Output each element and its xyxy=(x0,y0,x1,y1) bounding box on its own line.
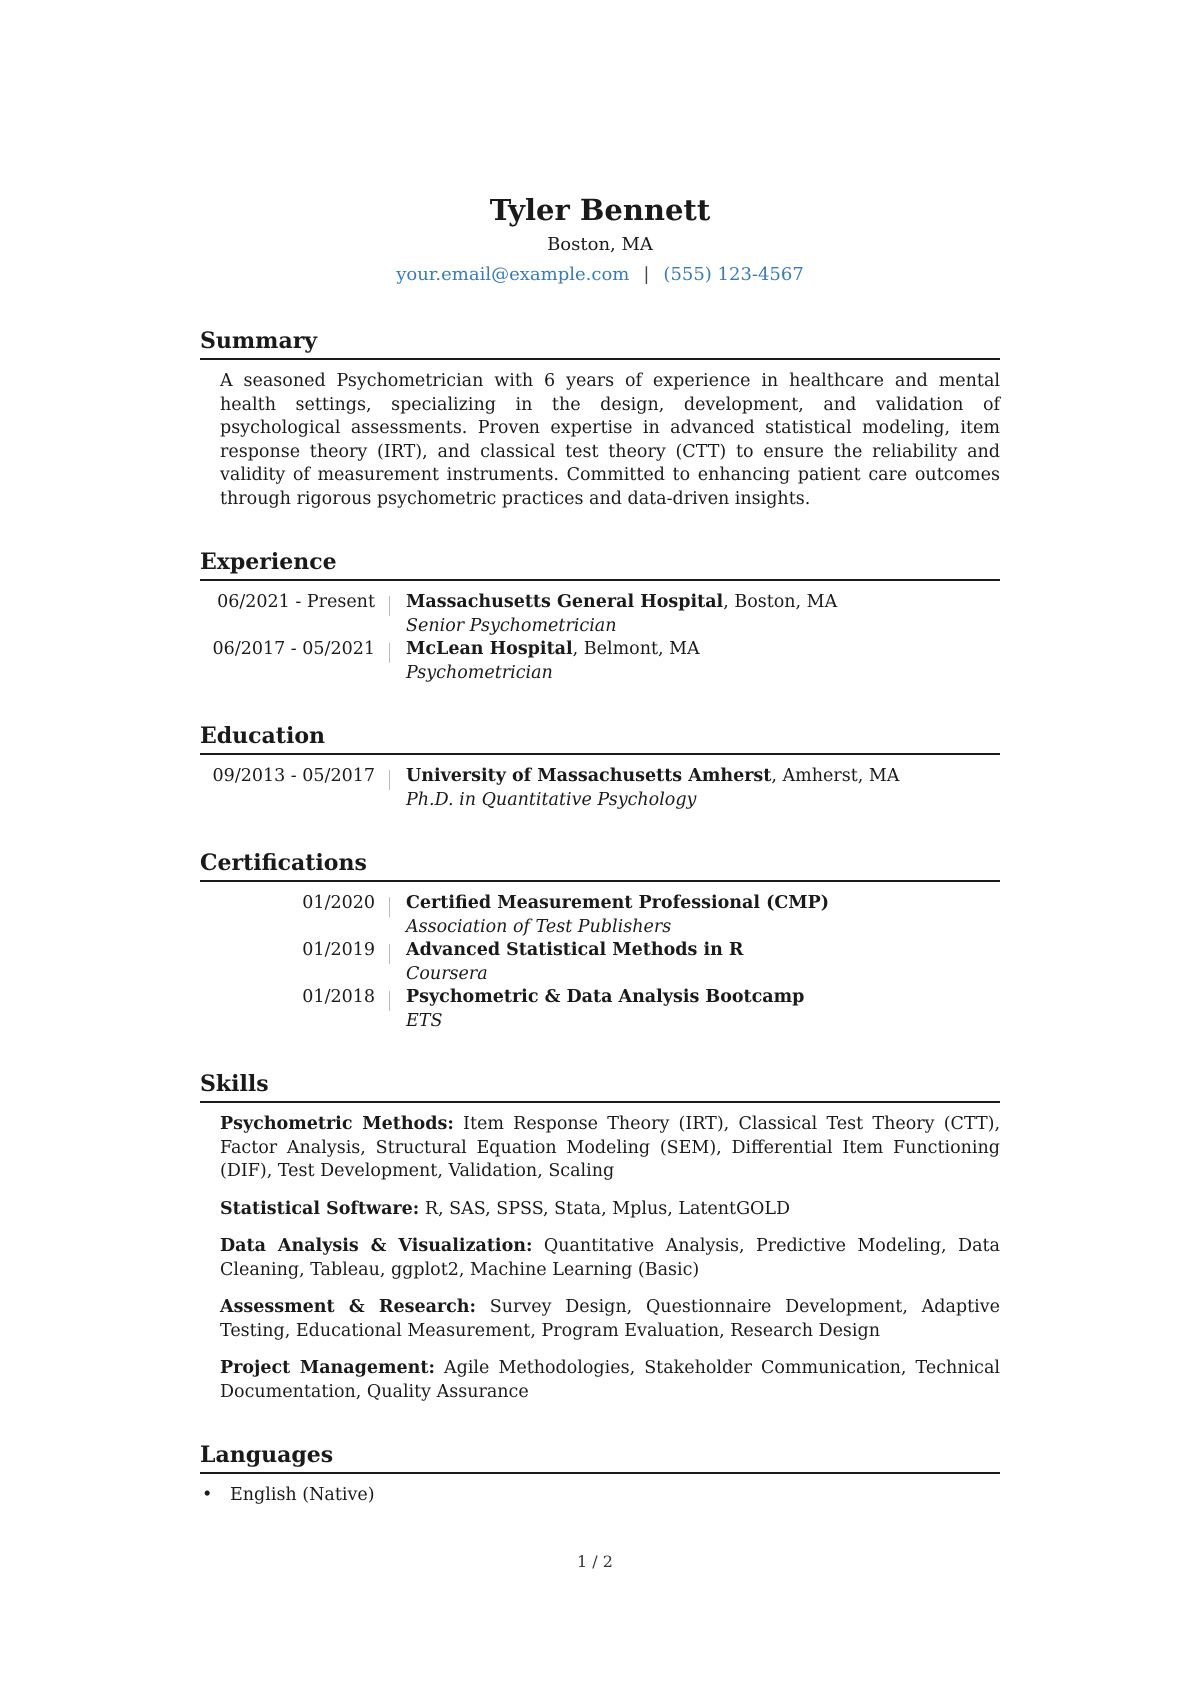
certification-entry xyxy=(200,892,1000,939)
entry-divider xyxy=(389,944,390,964)
entry-divider xyxy=(389,991,390,1011)
entry-role: Senior Psychometrician xyxy=(406,615,617,636)
skill-group xyxy=(220,1357,1000,1404)
email-link[interactable]: your.email@example.com xyxy=(396,264,630,285)
certification-entry xyxy=(200,939,1000,986)
certification-issuer: Coursera xyxy=(406,963,488,984)
education-entry xyxy=(200,765,1000,812)
certification-entry xyxy=(200,986,1000,1033)
entry-location: , Boston, MA xyxy=(723,592,838,612)
section-title-languages: Languages xyxy=(200,1440,1000,1474)
page-number: 1 / 2 xyxy=(577,1552,613,1571)
entry-date: 01/2020 xyxy=(302,893,375,913)
section-title-experience: Experience xyxy=(200,547,1000,581)
language-list xyxy=(200,1484,1000,1508)
skill-label: Project Management: xyxy=(220,1358,435,1378)
entry-date: 06/2017 - 05/2021 xyxy=(212,639,375,659)
entry-date: 09/2013 - 05/2017 xyxy=(212,766,375,786)
skill-label: Assessment & Research: xyxy=(220,1297,476,1317)
entry-organization: Massachusetts General Hospital xyxy=(406,592,724,612)
certification-name: Advanced Statistical Methods in R xyxy=(406,940,744,960)
skill-label: Psychometric Methods: xyxy=(220,1114,454,1134)
languages-section xyxy=(200,1440,1000,1508)
bullet-icon: • xyxy=(202,1485,213,1505)
skill-text: Item Response Theory (IRT), Classical Test Theory (CTT), Factor Analysis, Structural Equation Modeling (SEM), Differential Item Functioning (DIF), Test Development, Validation, Scaling xyxy=(220,1114,1001,1181)
skill-label: Statistical Software: xyxy=(220,1198,420,1219)
section-title-skills: Skills xyxy=(200,1069,1000,1103)
candidate-name: Tyler Bennett xyxy=(489,193,711,227)
summary-text: A seasoned Psychometrician with 6 years of experience in healthcare and mental health settings, specializing in the design, development, and validation of psychological assessments. Proven expertise in advanced statistical modeling, item response theory (IRT), and classical test theory (CTT) to ensure the reliability and validity of measurement instruments. Committed to enhancing patient care outcomes through rigorous psychometric practices and data-driven insights. xyxy=(220,371,1000,509)
certification-name: Psychometric & Data Analysis Bootcamp xyxy=(406,987,805,1007)
skills-section xyxy=(200,1069,1000,1404)
entry-divider xyxy=(389,770,390,790)
skill-text: R, SAS, SPSS, Stata, Mplus, LatentGOLD xyxy=(419,1198,791,1219)
experience-section xyxy=(200,547,1000,685)
skill-group xyxy=(220,1235,1000,1282)
skill-text: Survey Design, Questionnaire Development, Adaptive Testing, Educational Measurement, Program Evaluation, Research Design xyxy=(220,1297,1000,1341)
skill-group xyxy=(220,1113,1000,1184)
entry-date: 06/2021 - Present xyxy=(217,592,375,612)
section-title-education: Education xyxy=(200,721,1000,755)
entry-divider xyxy=(389,596,390,616)
resume-header xyxy=(200,190,1000,288)
resume-page xyxy=(200,190,1000,1508)
list-item xyxy=(200,1484,1000,1508)
skill-text: Quantitative Analysis, Predictive Modeling, Data Cleaning, Tableau, ggplot2, Machine Learning (Basic) xyxy=(220,1236,1000,1280)
summary-section xyxy=(200,326,1000,511)
entry-divider xyxy=(389,643,390,663)
certification-issuer: ETS xyxy=(406,1010,443,1031)
skill-group xyxy=(220,1296,1000,1343)
certification-name: Certified Measurement Professional (CMP) xyxy=(406,893,830,913)
language-name: English (Native) xyxy=(230,1485,375,1505)
entry-organization: University of Massachusetts Amherst xyxy=(406,766,772,786)
certification-issuer: Association of Test Publishers xyxy=(406,916,672,937)
entry-date: 01/2019 xyxy=(302,940,375,960)
contact-separator: | xyxy=(643,264,650,285)
entry-role: Psychometrician xyxy=(406,662,553,683)
entry-divider xyxy=(389,897,390,917)
entry-location: , Amherst, MA xyxy=(771,766,900,786)
education-section xyxy=(200,721,1000,812)
entry-location: , Belmont, MA xyxy=(572,639,700,659)
contact-line xyxy=(200,262,1000,288)
section-title-summary: Summary xyxy=(200,326,1000,360)
skill-text: Agile Methodologies, Stakeholder Communication, Technical Documentation, Quality Assurance xyxy=(220,1358,1000,1402)
entry-date: 01/2018 xyxy=(302,987,375,1007)
certifications-section xyxy=(200,848,1000,1033)
candidate-location: Boston, MA xyxy=(547,234,653,255)
entry-organization: McLean Hospital xyxy=(406,639,573,659)
experience-entry xyxy=(200,638,1000,685)
section-title-certifications: Certifications xyxy=(200,848,1000,882)
skill-label: Data Analysis & Visualization: xyxy=(220,1236,533,1256)
skill-group xyxy=(220,1198,1000,1222)
experience-entry xyxy=(200,591,1000,638)
phone-link[interactable]: (555) 123-4567 xyxy=(663,264,804,285)
entry-degree: Ph.D. in Quantitative Psychology xyxy=(406,789,697,810)
